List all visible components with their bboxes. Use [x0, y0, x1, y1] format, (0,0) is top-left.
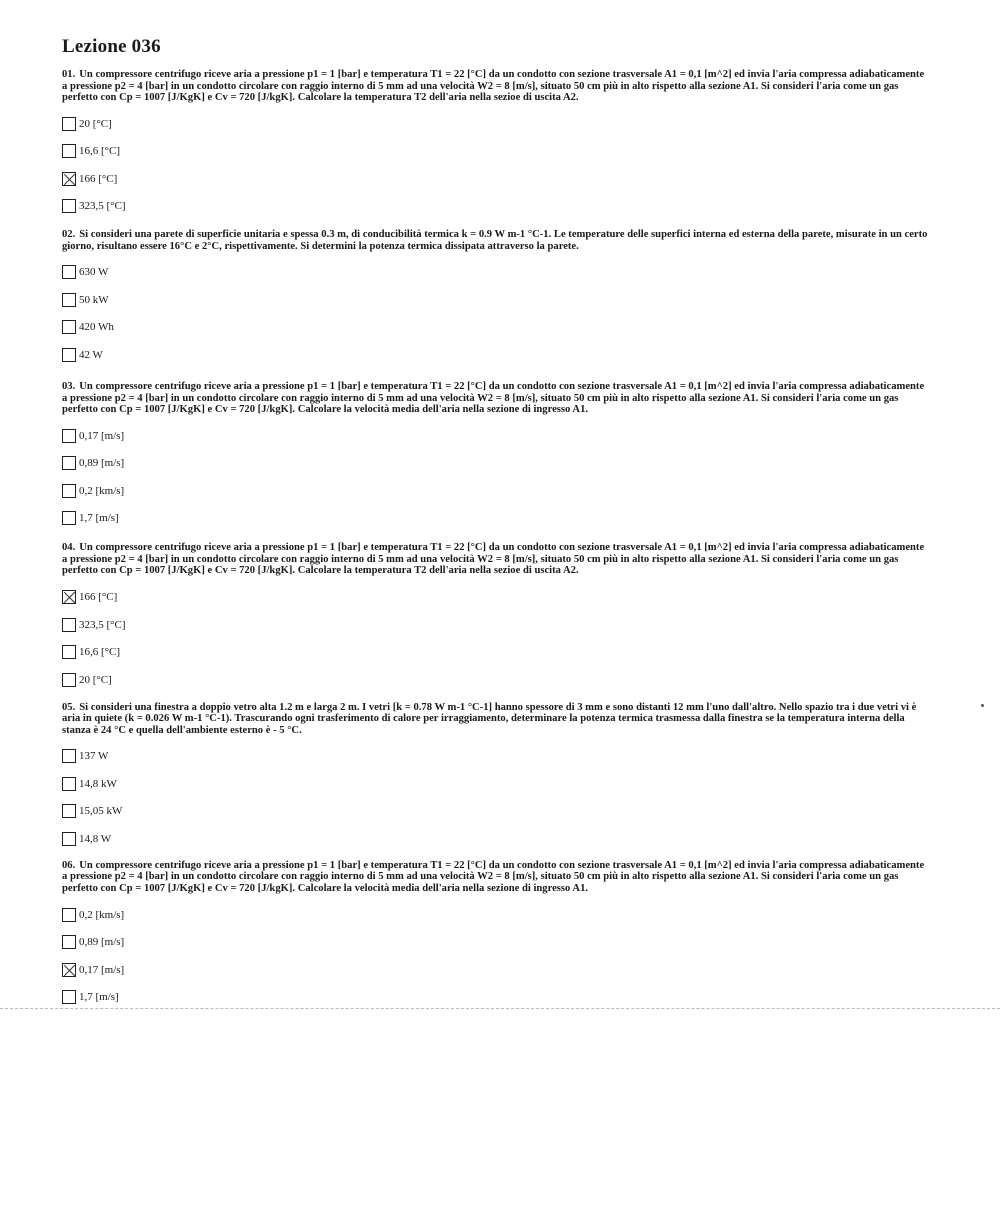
answer-checkbox[interactable]	[62, 749, 76, 763]
answer-checkbox[interactable]	[62, 265, 76, 279]
answer-option[interactable]	[62, 319, 932, 335]
question-number: 01.	[62, 69, 76, 80]
answer-checkbox[interactable]	[62, 429, 76, 443]
scan-artifact-line	[0, 1008, 1000, 1009]
question-block	[62, 860, 932, 1005]
question-number: 04.	[62, 542, 76, 554]
answer-checkbox[interactable]	[62, 348, 76, 362]
answer-option[interactable]	[62, 962, 932, 978]
answer-checkbox[interactable]	[62, 320, 76, 334]
answer-checkbox[interactable]	[62, 484, 76, 498]
answer-option[interactable]	[62, 264, 932, 280]
answer-label: 0,2 [km/s]	[79, 908, 125, 921]
answer-checkbox[interactable]	[62, 963, 76, 977]
answer-checkbox[interactable]	[62, 908, 76, 922]
answer-option[interactable]	[62, 292, 932, 308]
answer-options	[62, 116, 932, 215]
answer-label: 166 [°C]	[79, 172, 118, 185]
question-text	[62, 702, 932, 737]
question-block	[62, 702, 932, 847]
answer-option[interactable]	[62, 589, 932, 605]
answer-checkbox[interactable]	[62, 590, 76, 604]
answer-label: 323,5 [°C]	[79, 618, 126, 631]
answer-label: 0,17 [m/s]	[79, 429, 125, 442]
answer-label: 50 kW	[79, 293, 109, 306]
answer-label: 0,89 [m/s]	[79, 936, 125, 949]
answer-option[interactable]	[62, 831, 932, 847]
answer-label: 20 [°C]	[79, 117, 112, 130]
question-text	[62, 229, 932, 252]
answer-checkbox[interactable]	[62, 990, 76, 1004]
answer-label: 14,8 kW	[79, 777, 117, 790]
answer-option[interactable]	[62, 672, 932, 688]
answer-option[interactable]	[62, 510, 932, 526]
answer-label: 0,89 [m/s]	[79, 457, 125, 470]
question-block	[62, 69, 932, 214]
answer-option[interactable]	[62, 748, 932, 764]
answer-label: 420 Wh	[79, 321, 114, 334]
answer-options	[62, 907, 932, 1006]
answer-label: 166 [°C]	[79, 591, 118, 604]
answer-option[interactable]	[62, 907, 932, 923]
answer-checkbox[interactable]	[62, 777, 76, 791]
answer-label: 0,17 [m/s]	[79, 963, 125, 976]
answer-checkbox[interactable]	[62, 832, 76, 846]
question-text	[62, 381, 932, 416]
answer-options	[62, 589, 932, 688]
answer-checkbox[interactable]	[62, 673, 76, 687]
answer-checkbox[interactable]	[62, 117, 76, 131]
answer-option[interactable]	[62, 803, 932, 819]
question-body: Un compressore centrifugo riceve aria a pressione p1 = 1 [bar] e temperatura T1 = 22 [°C] da un condotto con sezione trasversale A1 = 0,1 [m^2] ed invia l'aria compressa adiabaticamente a pressione p2 = 4 [bar] in un condotto circolare con raggio interno di 5 mm ad una velocità W2 = 8 [m/s], situato 50 cm più in alto rispetto alla sezione A1. Si consideri l'aria come un gas perfetto con Cp = 1007 [J/KgK] e Cv = 720 [J/kgK]. Calcolare la temperatura T2 dell'aria nella sezioe di uscita A2.	[62, 542, 925, 577]
answer-label: 15,05 kW	[79, 805, 123, 818]
answer-option[interactable]	[62, 644, 932, 660]
answer-option[interactable]	[62, 428, 932, 444]
answer-option[interactable]	[62, 347, 932, 363]
question-text	[62, 69, 932, 104]
question-number: 05.	[62, 701, 76, 713]
answer-checkbox[interactable]	[62, 172, 76, 186]
answer-checkbox[interactable]	[62, 804, 76, 818]
answer-label: 1,7 [m/s]	[79, 991, 119, 1004]
answer-label: 14,8 W	[79, 832, 112, 845]
answer-checkbox[interactable]	[62, 618, 76, 632]
question-body: Un compressore centrifugo riceve aria a pressione p1 = 1 [bar] e temperatura T1 = 22 [°C] da un condotto con sezione trasversale A1 = 0,1 [m^2] ed invia l'aria compressa adiabaticamente a pressione p2 = 4 [bar] in un condotto circolare con raggio interno di 5 mm ad una velocità W2 = 8 [m/s], situato 50 cm più in alto rispetto alla sezione A1. Si consideri l'aria come un gas perfetto con Cp = 1007 [J/KgK] e Cv = 720 [J/kgK]. Calcolare la velocità media dell'aria nella sezione di ingresso A1.	[62, 380, 925, 416]
answer-checkbox[interactable]	[62, 293, 76, 307]
answer-option[interactable]	[62, 198, 932, 214]
answer-options	[62, 428, 932, 527]
answer-label: 16,6 [°C]	[79, 646, 121, 659]
answer-checkbox[interactable]	[62, 144, 76, 158]
answer-checkbox[interactable]	[62, 645, 76, 659]
question-text	[62, 542, 932, 577]
answer-checkbox[interactable]	[62, 199, 76, 213]
question-text	[62, 860, 932, 895]
answer-label: 0,2 [km/s]	[79, 484, 125, 497]
question-body: Un compressore centrifugo riceve aria a pressione p1 = 1 [bar] e temperatura T1 = 22 [°C] da un condotto con sezione trasversale A1 = 0,1 [m^2] ed invia l'aria compressa adiabaticamente a pressione p2 = 4 [bar] in un condotto circolare con raggio interno di 5 mm ad una velocità W2 = 8 [m/s], situato 50 cm più in alto rispetto alla sezione A1. Si consideri l'aria come un gas perfetto con Cp = 1007 [J/KgK] e Cv = 720 [J/kgK]. Calcolare la temperatura T2 dell'aria nella sezioe di uscita A2.	[62, 69, 925, 104]
answer-label: 20 [°C]	[79, 673, 112, 686]
question-block	[62, 229, 932, 363]
answer-checkbox[interactable]	[62, 935, 76, 949]
answer-label: 137 W	[79, 750, 109, 763]
answer-label: 1,7 [m/s]	[79, 512, 119, 525]
document-page	[62, 36, 932, 1017]
answer-option[interactable]	[62, 455, 932, 471]
scan-artifact-dot	[981, 704, 984, 707]
answer-label: 630 W	[79, 266, 109, 279]
answer-option[interactable]	[62, 171, 932, 187]
question-number: 06.	[62, 859, 76, 871]
answer-label: 16,6 [°C]	[79, 145, 121, 158]
answer-checkbox[interactable]	[62, 456, 76, 470]
answer-option[interactable]	[62, 989, 932, 1005]
answer-label: 323,5 [°C]	[79, 200, 126, 213]
answer-option[interactable]	[62, 776, 932, 792]
answer-option[interactable]	[62, 483, 932, 499]
answer-label: 42 W	[79, 348, 103, 361]
question-block	[62, 542, 932, 687]
question-body: Un compressore centrifugo riceve aria a pressione p1 = 1 [bar] e temperatura T1 = 22 [°C] da un condotto con sezione trasversale A1 = 0,1 [m^2] ed invia l'aria compressa adiabaticamente a pressione p2 = 4 [bar] in un condotto circolare con raggio interno di 5 mm ad una velocità W2 = 8 [m/s], situato 50 cm più in alto rispetto alla sezione A1. Si consideri l'aria come un gas perfetto con Cp = 1007 [J/KgK] e Cv = 720 [J/kgK]. Calcolare la velocità media dell'aria nella sezione di ingresso A1.	[62, 859, 925, 894]
answer-option[interactable]	[62, 116, 932, 132]
answer-option[interactable]	[62, 934, 932, 950]
answer-options	[62, 264, 932, 363]
question-body: Si consideri una finestra a doppio vetro alta 1.2 m e larga 2 m. I vetri [k = 0.78 W m-1 °C-1] hanno spessore di 3 mm e sono distanti 12 mm l'uno dall'altro. Nello spazio tra i due vetri vi è aria in quiete (k = 0.026 W m-1 °C-1). Trascurando ogni trasferimento di calore per irraggiamento, determinare la potenza termica trasmessa dalla finestra se la temperatura interna della stanza è 24 °C e quella dell'ambiente esterno è - 5 °C.	[62, 701, 917, 736]
answer-options	[62, 748, 932, 847]
question-number: 02.	[62, 229, 76, 241]
answer-checkbox[interactable]	[62, 511, 76, 525]
page-title: Lezione 036	[62, 36, 161, 57]
question-body: Si consideri una parete di superficie unitaria e spessa 0.3 m, di conducibilità termica k = 0.9 W m-1 °C-1. Le temperature delle superfici interna ed esterna della parete, misurate in un certo giorno, risultano essere 16°C e 2°C, rispettivamente. Si determini la potenza termica dissipata attraverso la parete.	[62, 229, 928, 252]
answer-option[interactable]	[62, 143, 932, 159]
question-number: 03.	[62, 380, 76, 392]
question-block	[62, 381, 932, 526]
answer-option[interactable]	[62, 617, 932, 633]
